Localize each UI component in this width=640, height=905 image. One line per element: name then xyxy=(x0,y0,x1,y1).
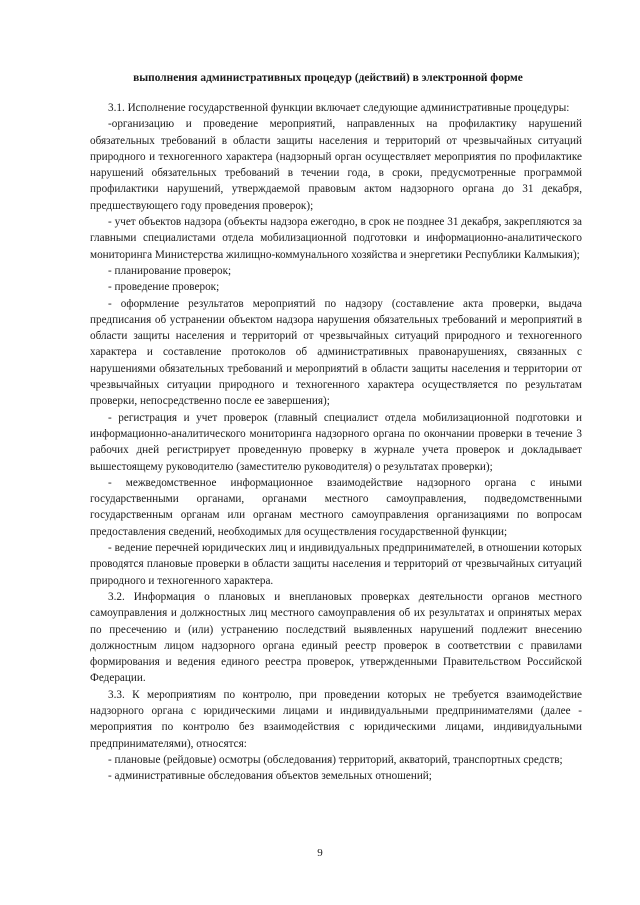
paragraph-land-inspections: - административные обследования объектов земельных отношений; xyxy=(108,770,432,783)
paragraph-object-accounting: - учет объектов надзора (объекты надзора ежегодно, в срок не позднее 31 декабря, закрепляются за главными специалистами отдела мобилизационной подготовки и информационно-аналитического мониторинга Министерства жилищно-коммунального хозяйства и энергетики Республики Калмыкия); xyxy=(90,216,582,261)
paragraph-conducting: - проведение проверок; xyxy=(108,281,220,294)
section-heading: выполнения административных процедур (действий) в электронной форме xyxy=(133,72,523,84)
paragraph-3-1: 3.1. Исполнение государственной функции включает следующие административные процедуры: xyxy=(108,102,570,114)
paragraph-interagency: - межведомственное информационное взаимодействие надзорного органа с иными государственными органами, органами местного самоуправления, подведомственными государственным органам или органам местного самоуправления организациями по вопросам предоставления сведений, необходимых для осуществления государственной функции; xyxy=(90,476,582,538)
paragraph-raid-inspections: - плановые (рейдовые) осмотры (обследования) территорий, акваторий, транспортных средств; xyxy=(108,753,563,766)
paragraph-lists: - ведение перечней юридических лиц и индивидуальных предпринимателей, в отношении которых проводятся плановые проверки в области защиты населения и территорий от чрезвычайных ситуаций природного и техногенного характера. xyxy=(90,542,582,587)
paragraph-planning: - планирование проверок; xyxy=(108,264,232,277)
body-text xyxy=(90,100,582,784)
paragraph-registration: - регистрация и учет проверок (главный специалист отдела мобилизационной подготовки и информационно-аналитического мониторинга надзорного органа по окончании проверки в течение 3 рабочих дней регистрирует проведенную проверку в журнале учета проверок и докладывает вышестоящему руководителю (заместителю руководителя) о результатах проверки); xyxy=(90,411,582,473)
paragraph-results: - оформление результатов мероприятий по надзору (составление акта проверки, выдача предписания об устранении объектом надзора нарушения обязательных требований и мероприятий в области защиты населения и территорий от чрезвычайных ситуаций природного и техногенного характера и составление протоколов об административных правонарушениях, связанных с нарушениями обязательных требований и мероприятий в области защиты населения и территории от чрезвычайных ситуации природного и техногенного характера осуществляется по результатам проверки, непосредственно после ее завершения); xyxy=(90,297,582,408)
paragraph-3-2: 3.2. Информация о плановых и внеплановых проверках деятельности органов местного самоуправления и должностных лиц местного самоуправления об их результатах и опринятых мерах по пресечению и (или) устранению последствий выявленных нарушений подлежит внесению должностным лицом надзорного органа единый реестр проверок в соответствии с правилами формирования и ведения единого реестра проверок, утвержденными Правительством Российской Федерации. xyxy=(90,590,582,685)
page-number: 9 xyxy=(317,847,323,859)
paragraph-prevention: -организацию и проведение мероприятий, направленных на профилактику нарушений обязательных требований в области защиты населения и территорий от чрезвычайных ситуаций природного и техногенного характера (надзорный орган осуществляет мероприятия по профилактике нарушений обязательных требований в течении года, в сроки, предусмотренные программой профилактики нарушений, утверждаемой правовым актом надзорного органа до 31 декабря, предшествующего году проведения проверок); xyxy=(90,118,582,212)
paragraph-3-3: 3.3. К мероприятиям по контролю, при проведении которых не требуется взаимодействие надзорного органа с юридическими лицами и индивидуальными предпринимателями (далее - мероприятия по контролю без взаимодействия с юридическими лицами, индивидуальными предпринимателями), относятся: xyxy=(90,688,582,750)
